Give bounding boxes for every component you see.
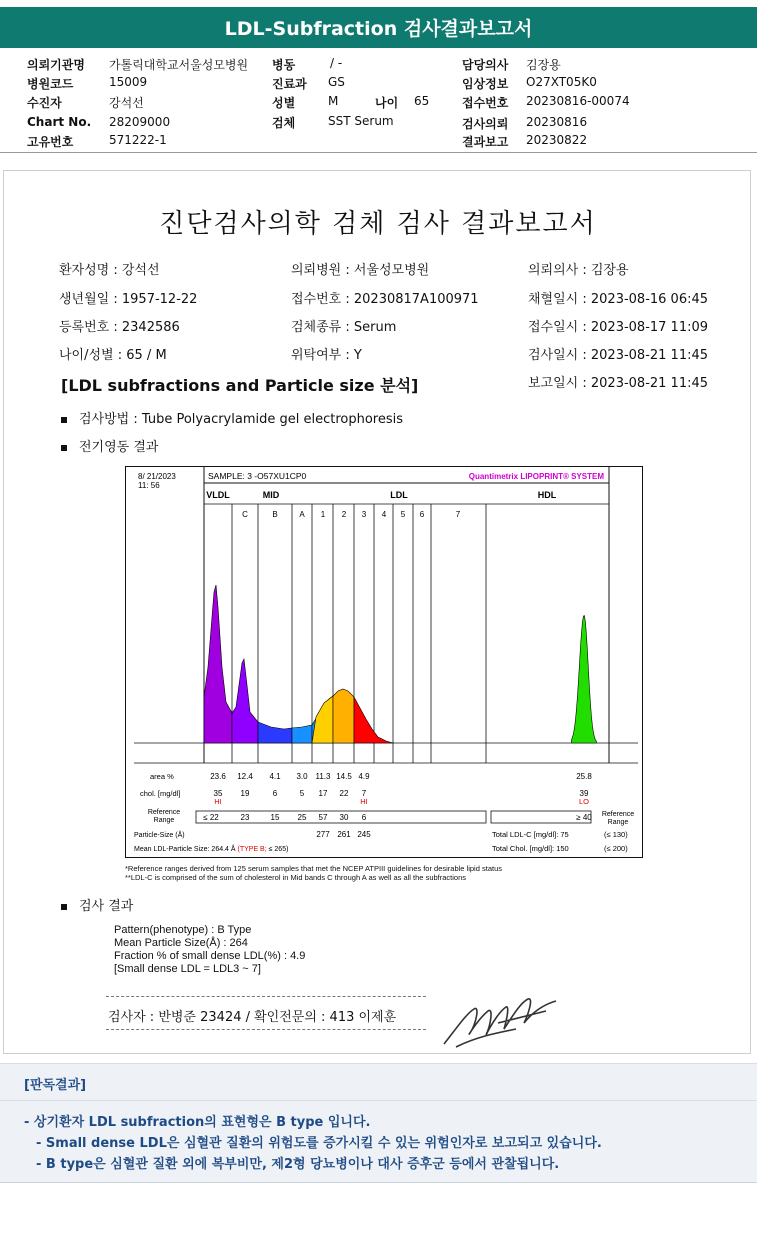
area-value: 4.1 <box>269 772 281 781</box>
chol-value: 35 <box>213 789 223 798</box>
row-label-particle: Particle-Size (Å) <box>134 832 185 839</box>
report-date: 20230822 <box>526 133 588 147</box>
hospital-code-label: 병원코드 <box>27 77 74 91</box>
electro-heading-text: 전기영동 결과 <box>79 440 159 455</box>
method-text: 검사방법 : Tube Polyacrylamide gel electrophoresis <box>79 412 404 427</box>
result-heading <box>61 895 133 914</box>
area-value: 11.3 <box>315 772 331 781</box>
age: 65 <box>414 94 430 108</box>
sex-label: 성별 <box>272 96 296 110</box>
band-label: 3 <box>361 510 367 519</box>
request-hospital: 의뢰병원 : 서울성모병원 <box>291 263 430 278</box>
band-label: A <box>299 510 305 519</box>
band-label: 1 <box>320 510 326 519</box>
hospital-code: 15009 <box>109 75 148 89</box>
row-label-ref: Reference <box>147 809 181 816</box>
electro-heading <box>61 436 158 455</box>
result-line: Mean Particle Size(Å) : 264 <box>114 937 248 949</box>
region-label-vldl: VLDL <box>206 490 230 500</box>
request-doctor: 의뢰의사 : 김장용 <box>528 263 629 278</box>
sex: M <box>328 94 339 108</box>
collected-time: 채혈일시 : 2023-08-16 06:45 <box>528 292 709 307</box>
dept: GS <box>328 75 345 89</box>
total-ldl: Total LDL-C [mg/dl]: 75 <box>492 830 569 839</box>
doctor: 김장용 <box>526 58 561 72</box>
total-ldl-ref: (≤ 130) <box>604 830 628 839</box>
particle-size-value: 277 <box>316 830 330 839</box>
examiner-line: 검사자 : 반병준 23424 / 확인전문의 : 413 이제훈 <box>108 1010 397 1025</box>
ref-range-value: 6 <box>361 813 367 822</box>
chart-timestamp: 11: 56 <box>138 481 160 490</box>
peak-mid-b <box>258 722 292 743</box>
signature-line-bottom <box>106 1029 426 1030</box>
specimen-label: 검체 <box>272 116 296 130</box>
flag-label: LO <box>578 797 590 806</box>
peak-hdl <box>571 616 596 743</box>
interpretation-line: - Small dense LDL은 심혈관 질환의 위험도를 증가시킬 수 있는 위험인자로 보고되고 있습니다. <box>36 1136 602 1151</box>
peak-ldl3 <box>354 697 393 743</box>
region-label-mid: MID <box>262 490 280 500</box>
birth-date: 생년월일 : 1957-12-22 <box>59 292 198 307</box>
lipoprint-svg <box>126 467 644 859</box>
chart-no: 28209000 <box>109 115 171 129</box>
request-date: 20230816 <box>526 115 588 129</box>
row-label-chol: chol. [mg/dl] <box>140 789 181 798</box>
interpretation-body <box>0 1101 757 1183</box>
chart-system-label: Quantimetrix LIPOPRINT® SYSTEM <box>468 472 604 481</box>
area-value: 23.6 <box>210 772 226 781</box>
ward: / - <box>330 56 343 70</box>
chol-value: 7 <box>361 789 367 798</box>
chol-value: 17 <box>318 789 328 798</box>
patient-name: 환자성명 : 강석선 <box>59 263 160 278</box>
ref-header: Range <box>607 819 629 826</box>
signature-line-top <box>106 996 426 997</box>
chol-value: 39 <box>579 789 589 798</box>
report-title: 진단검사의학 검체 검사 결과보고서 <box>159 209 597 239</box>
report-date-label: 결과보고 <box>462 135 509 149</box>
report-sheet <box>3 170 751 1054</box>
outsourced: 위탁여부 : Y <box>291 348 362 363</box>
chol-value: 22 <box>339 789 349 798</box>
age-label: 나이 <box>375 96 399 110</box>
header-info <box>0 52 757 152</box>
signature-image <box>436 989 566 1053</box>
clinical: O27XT05K0 <box>526 75 597 89</box>
flag-label: HI <box>360 797 368 806</box>
result-block <box>114 924 305 976</box>
ref-range-value: 15 <box>270 813 280 822</box>
chol-value: 5 <box>299 789 305 798</box>
chart-sample: SAMPLE: 3 -O57XU1CP0 <box>208 471 307 481</box>
chart-no-label: Chart No. <box>27 115 92 129</box>
request-org: 가톨릭대학교서울성모병원 <box>109 58 249 72</box>
area-value: 3.0 <box>296 772 308 781</box>
chart-timestamp: 8/ 21/2023 <box>138 472 176 481</box>
row-label-ref: Range <box>153 817 175 824</box>
band-label: 4 <box>381 510 387 519</box>
result-line: Fraction % of small dense LDL(%) : 4.9 <box>114 950 306 962</box>
band-label: 6 <box>419 510 425 519</box>
peak-vldl <box>204 585 232 743</box>
area-value: 14.5 <box>336 772 352 781</box>
result-line: Pattern(phenotype) : B Type <box>114 924 252 936</box>
interpretation-line: - 상기환자 LDL subfraction의 표현형은 B type 입니다. <box>24 1115 371 1130</box>
ref-range-value: 25 <box>297 813 307 822</box>
footnote-2: **LDL-C is comprised of the sum of cholesterol in Mid bands C through A as well as all the subfractions <box>125 873 467 882</box>
band-label: 5 <box>400 510 406 519</box>
region-label-hdl: HDL <box>537 490 557 500</box>
receipt: 20230816-00074 <box>526 94 630 108</box>
analysis-subtitle: [LDL subfractions and Particle size 분석] <box>61 376 419 395</box>
ref-range-value: 23 <box>240 813 250 822</box>
specimen-type: 검체종류 : Serum <box>291 320 397 335</box>
ward-label: 병동 <box>272 58 296 72</box>
ref-range-value: ≤ 22 <box>203 813 219 822</box>
flag-label: HI <box>214 797 222 806</box>
peak-ldl2 <box>333 689 354 743</box>
receipt-label: 접수번호 <box>462 96 509 110</box>
total-chol: Total Chol. [mg/dl]: 150 <box>492 844 569 853</box>
band-label: 7 <box>455 510 461 519</box>
peak-mid-c <box>232 659 258 743</box>
tested-time: 검사일시 : 2023-08-21 11:45 <box>528 348 709 363</box>
doctor-label: 담당의사 <box>462 58 509 72</box>
result-line: [Small dense LDL = LDL3 ~ 7] <box>114 963 261 975</box>
particle-size-value: 261 <box>337 830 351 839</box>
accession-no: 접수번호 : 20230817A100971 <box>291 292 479 307</box>
particle-size-value: 245 <box>357 830 371 839</box>
recipient-label: 수진자 <box>27 96 62 110</box>
received-time: 접수일시 : 2023-08-17 11:09 <box>528 320 709 335</box>
ref-range-value: 30 <box>339 813 349 822</box>
ref-header: Reference <box>601 811 635 818</box>
band-label: C <box>242 510 248 519</box>
interpretation-title: [판독결과] <box>24 1078 87 1093</box>
footnote-1: *Reference ranges derived from 125 serum samples that met the NCEP ATPIII guidelines for desirable lipid status <box>125 864 502 873</box>
specimen: SST Serum <box>328 114 394 128</box>
ref-range-value: 57 <box>318 813 328 822</box>
area-value: 4.9 <box>358 772 370 781</box>
chol-value: 6 <box>272 789 278 798</box>
peak-mid-a <box>292 725 312 743</box>
result-heading-text: 검사 결과 <box>79 899 134 914</box>
page-title: LDL-Subfraction 검사결과보고서 <box>0 7 757 48</box>
request-date-label: 검사의뢰 <box>462 117 509 131</box>
mean-particle-size: Mean LDL-Particle Size: 264.4 Å (TYPE B; ≤ 265) <box>134 846 289 853</box>
recipient: 강석선 <box>109 96 144 110</box>
area-value: 25.8 <box>576 772 592 781</box>
registration-no: 등록번호 : 2342586 <box>59 320 180 335</box>
interpretation-header <box>0 1063 757 1101</box>
request-org-label: 의뢰기관명 <box>27 58 85 72</box>
region-label-ldl: LDL <box>390 490 408 500</box>
unique-no: 571222-1 <box>109 133 167 147</box>
chol-value: 19 <box>240 789 250 798</box>
ref-range-value: ≥ 40 <box>576 813 592 822</box>
row-label-area: area % <box>150 772 174 781</box>
header-divider <box>0 152 757 153</box>
unique-no-label: 고유번호 <box>27 135 74 149</box>
method-line <box>61 408 403 427</box>
age-sex: 나이/성별 : 65 / M <box>59 348 167 363</box>
total-chol-ref: (≤ 200) <box>604 844 628 853</box>
band-label: B <box>272 510 278 519</box>
dept-label: 진료과 <box>272 77 307 91</box>
interpretation-line: - B type은 심혈관 질환 외에 복부비만, 제2형 당뇨병이나 대사 증후군 등에서 관찰됩니다. <box>36 1157 560 1172</box>
band-label: 2 <box>341 510 347 519</box>
area-value: 12.4 <box>237 772 253 781</box>
reported-time: 보고일시 : 2023-08-21 11:45 <box>528 376 709 391</box>
lipoprint-chart <box>125 466 643 858</box>
clinical-label: 임상정보 <box>462 77 509 91</box>
